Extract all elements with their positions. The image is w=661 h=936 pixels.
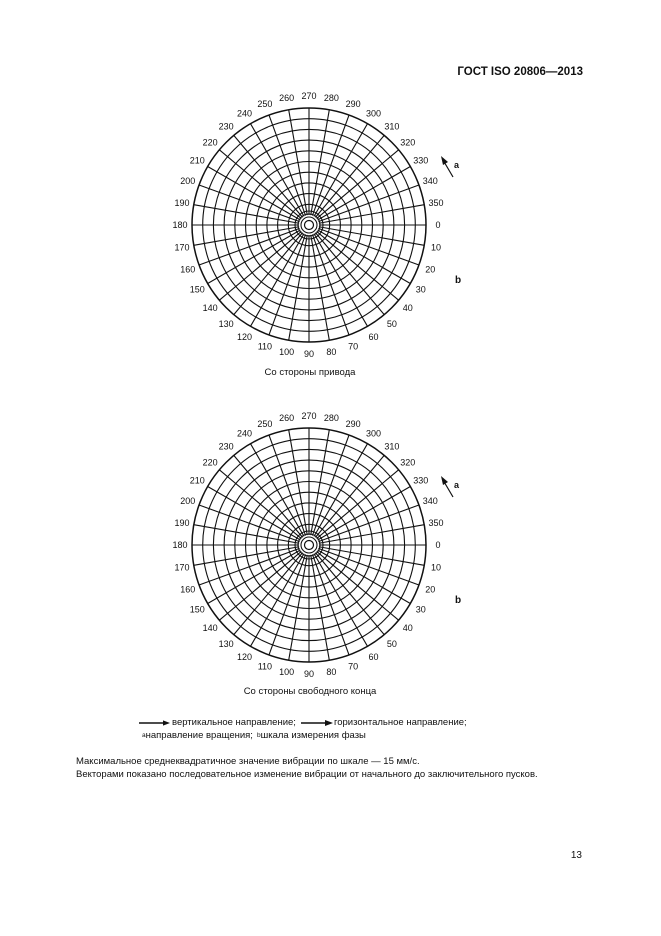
- angle-label: 20: [425, 584, 436, 595]
- angle-label: 40: [402, 303, 413, 314]
- angle-label: 250: [257, 98, 273, 109]
- angle-label: 170: [174, 562, 190, 573]
- angle-label: 150: [189, 284, 205, 295]
- angle-label: 10: [431, 242, 442, 253]
- angle-label: 70: [348, 661, 359, 672]
- center-hub: [305, 221, 314, 230]
- angle-label: 240: [236, 108, 253, 119]
- vertical-arrow-icon: [138, 719, 170, 727]
- angle-label: 140: [202, 303, 218, 314]
- angle-label: 320: [400, 457, 416, 468]
- angle-label: 350: [428, 517, 444, 528]
- side-label-b: b: [455, 595, 462, 606]
- angle-label: 310: [384, 121, 400, 132]
- legend-horizontal: горизонтальное направление;: [333, 717, 467, 728]
- grid-spoke: [234, 135, 303, 217]
- angle-label: 250: [257, 418, 273, 429]
- angle-label: 230: [218, 121, 234, 132]
- angle-label: 220: [202, 137, 218, 148]
- document-header: ГОСТ ISO 20806—2013: [457, 66, 583, 78]
- angle-label: 90: [303, 349, 315, 360]
- angle-label: 240: [236, 428, 253, 439]
- side-marks: [441, 156, 461, 286]
- angle-label: 170: [174, 242, 190, 253]
- plot-caption-drive-side: Со стороны привода: [264, 367, 356, 378]
- angle-label: 150: [189, 604, 205, 615]
- legend-vertical: вертикальное направление;: [172, 717, 296, 728]
- side-marks: [441, 476, 461, 606]
- plot-caption-free-end: Со стороны свободного конца: [243, 686, 377, 697]
- legend-rotation: направление вращения;: [145, 730, 253, 741]
- angle-label: 330: [413, 155, 429, 166]
- note-max-vibration: Максимальное среднеквадратичное значение вибрации по шкале — 15 мм/с.: [76, 756, 420, 767]
- angle-label: 140: [202, 623, 218, 634]
- angle-label: 300: [365, 108, 382, 119]
- angle-label: 40: [402, 623, 413, 634]
- angle-label: 60: [368, 651, 379, 662]
- angle-label: 350: [428, 197, 444, 208]
- grid-spoke: [315, 553, 384, 635]
- grid-spoke: [219, 150, 301, 219]
- angle-label: 260: [279, 413, 295, 424]
- center-hub: [305, 541, 314, 550]
- grid-spoke: [315, 233, 384, 315]
- angle-label: 60: [368, 331, 379, 342]
- angle-label: 30: [415, 604, 426, 615]
- angle-label: 290: [345, 418, 361, 429]
- legend-phase: шкала измерения фазы: [260, 730, 366, 741]
- side-label-a: a: [454, 480, 460, 490]
- angle-label: 0: [435, 540, 441, 551]
- grid-spoke: [317, 551, 399, 620]
- rotation-arrowhead-icon: [441, 156, 448, 165]
- angle-label: 130: [218, 319, 234, 330]
- grid-spoke: [234, 233, 303, 315]
- angle-label: 220: [202, 457, 218, 468]
- angle-label: 50: [386, 319, 397, 330]
- angle-label: 160: [180, 584, 196, 595]
- angle-label: 10: [431, 562, 442, 573]
- angle-label: 290: [345, 98, 361, 109]
- angle-label: 340: [422, 176, 438, 187]
- horizontal-arrow-icon: [300, 719, 334, 727]
- angle-label: 130: [218, 639, 234, 650]
- angle-label: 270: [301, 411, 317, 422]
- angle-label: 110: [257, 661, 273, 672]
- angle-label: 180: [172, 540, 188, 551]
- angle-label: 190: [174, 197, 190, 208]
- angle-label: 50: [386, 639, 397, 650]
- angle-label: 300: [365, 428, 382, 439]
- rotation-arrowhead-icon: [441, 476, 448, 485]
- grid-spoke: [234, 455, 303, 537]
- note-vectors: Векторами показано последовательное изменение вибрации от начального до заключительного пусков.: [76, 769, 538, 780]
- grid-spoke: [317, 470, 399, 539]
- grid-spoke: [317, 231, 399, 300]
- angle-label: 200: [180, 176, 196, 187]
- page-number: 13: [570, 850, 582, 861]
- angle-label: 120: [236, 331, 253, 342]
- angle-label: 320: [400, 137, 416, 148]
- angle-label: 100: [279, 667, 295, 678]
- angle-label: 230: [218, 441, 234, 452]
- angle-label: 80: [326, 667, 337, 678]
- angle-label: 310: [384, 441, 400, 452]
- angle-label: 280: [323, 413, 339, 424]
- angle-label: 160: [180, 264, 196, 275]
- angle-label: 20: [425, 264, 436, 275]
- legend-row-2: [138, 729, 467, 742]
- angle-label: 0: [435, 220, 441, 231]
- legend: [138, 716, 467, 742]
- rotation-mark: a: [142, 732, 146, 739]
- grid-spoke: [315, 455, 384, 537]
- angle-label: 30: [415, 284, 426, 295]
- angle-label: 260: [279, 93, 295, 104]
- grid-spoke: [219, 470, 301, 539]
- angle-label: 210: [189, 155, 205, 166]
- angle-label: 210: [189, 475, 205, 486]
- phase-mark: b: [256, 732, 261, 739]
- angle-label: 90: [303, 669, 315, 680]
- polar-grid: [189, 108, 429, 342]
- angle-label: 190: [174, 517, 190, 528]
- polar-grid: [189, 428, 429, 662]
- side-label-b: b: [455, 275, 462, 286]
- angle-label: 280: [323, 93, 339, 104]
- legend-row-1: [138, 716, 467, 729]
- polar-plot-free-end: [0, 405, 661, 725]
- grid-spoke: [219, 551, 301, 620]
- grid-spoke: [317, 150, 399, 219]
- grid-spoke: [315, 135, 384, 217]
- angle-label: 330: [413, 475, 429, 486]
- side-label-a: a: [454, 160, 460, 170]
- grid-spoke: [219, 231, 301, 300]
- angle-label: 120: [236, 651, 253, 662]
- polar-plot-drive-side: [0, 85, 661, 405]
- angle-label: 70: [348, 341, 359, 352]
- grid-spoke: [234, 553, 303, 635]
- angle-label: 200: [180, 496, 196, 507]
- angle-label: 340: [422, 496, 438, 507]
- angle-label: 110: [257, 341, 273, 352]
- angle-label: 80: [326, 347, 337, 358]
- angle-label: 100: [279, 347, 295, 358]
- angle-label: 180: [172, 220, 188, 231]
- angle-label: 270: [301, 91, 317, 102]
